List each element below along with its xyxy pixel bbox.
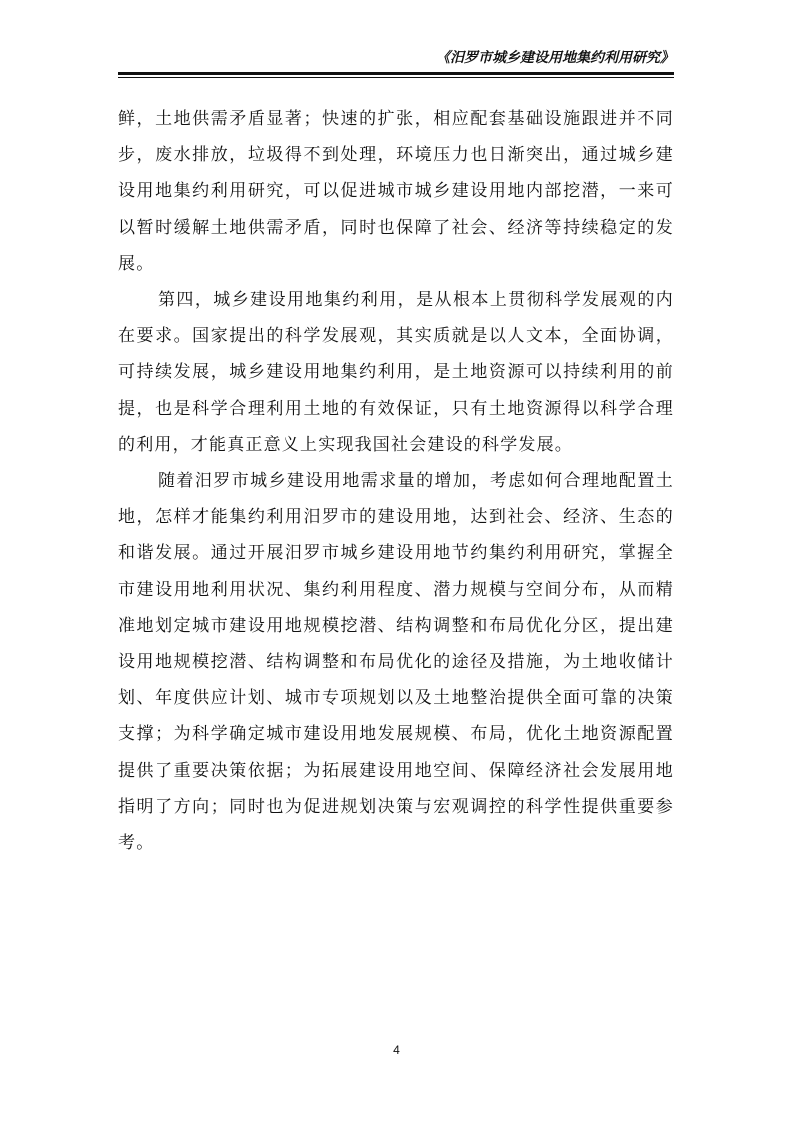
running-header: 《汨罗市城乡建设用地集约利用研究》 — [436, 50, 674, 66]
paragraph-fourth-point: 第四，城乡建设用地集约利用，是从根本上贯彻科学发展观的内在要求。国家提出的科学发展观，其实质就是以人文本，全面协调，可持续发展，城乡建设用地集约利用，是土地资源可以持续利用的前提，也是科学合理利用土地的有效保证，只有土地资源得以科学合理的利用，才能真正意义上实现我国社会建设的科学发展。 — [118, 290, 674, 455]
body-text — [118, 101, 674, 861]
page-number: 4 — [393, 1043, 400, 1057]
paragraph-summary: 随着汨罗市城乡建设用地需求量的增加，考虑如何合理地配置土地，怎样才能集约利用汨罗市的建设用地，达到社会、经济、生态的和谐发展。通过开展汨罗市城乡建设用地节约集约利用研究，掌握全市建设用地利用状况、集约利用程度、潜力规模与空间分布，从而精准地划定城市建设用地规模挖潜、结构调整和布局优化分区，提出建设用地规模挖潜、结构调整和布局优化的途径及措施，为土地收储计划、年度供应计划、城市专项规划以及土地整治提供全面可靠的决策支撑；为科学确定城市建设用地发展规模、布局，优化土地资源配置提供了重要决策依据；为拓展建设用地空间、保障经济社会发展用地指明了方向；同时也为促进规划决策与宏观调控的科学性提供重要参考。 — [118, 471, 674, 854]
paragraph-continuation: 鲜，土地供需矛盾显著；快速的扩张，相应配套基础设施跟进并不同步，废水排放，垃圾得不到处理，环境压力也日渐突出，通过城乡建设用地集约利用研究，可以促进城市城乡建设用地内部挖潜，一来可以暂时缓解土地供需矛盾，同时也保障了社会、经济等持续稳定的发展。 — [118, 109, 674, 274]
header-rule-thin — [118, 77, 674, 78]
header-rule-thick — [118, 72, 674, 75]
